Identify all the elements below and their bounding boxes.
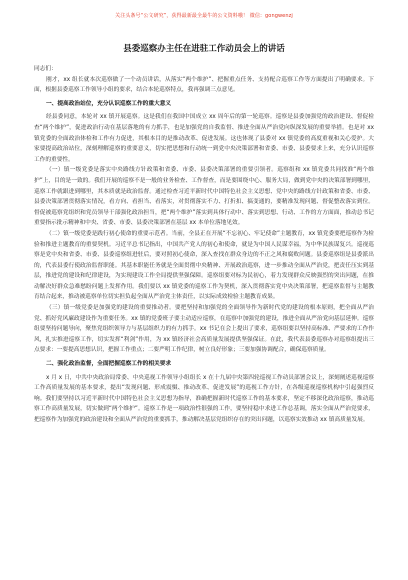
body-paragraph: （二）镇一级党委是践行初心使命的重要示范者。当前，全县正在开展“不忘初心、牢记使命”主题教育，xx 镇党委要把巡察作为检验和推进主题教育的重要契机。习近平总书记指出，中国共产党人的初心和使命，就是为中国人民谋幸福，为中华民族谋复兴。巡视巡察是党中央和省委、市委、县委巡察组进驻后，要对照初心使命，深入查找在群众身边的不正之风和腐败问题。县委巡察组是县委派出的，代表县委行使政治监督职能。其基本职能任务就是全面贯彻中央精神、开展政治巡察，进一步推动全面从严治党，把责任压实到基层，推进党的建设和纪律建设，为实现建设工作全局提供坚强保障。巡察组要对标为民初心，着力发现群众反映强烈的突出问题，在推动解决好群众急难愁盼问题上发挥作用。我们要以 xx 镇党委的巡察工作为契机，深入贯彻落实党中央决策部署，把巡察监督与主题教育结合起来，推动被巡察单位切实担负起全面从严治党主体责任，以实际成效检验主题教育成果。 bbox=[34, 230, 374, 301]
section-heading: 二、强化政治监督，全面把握巡察工作的相关要求 bbox=[46, 361, 172, 368]
document-body bbox=[34, 64, 374, 426]
body-paragraph: 经县委同意，本轮对 xx 镇开展巡察。这是我们在我国中国成立 xx 周年后的第一轮巡察。巡察是县委加强党的政治建设、督促检查“两个维护”，促进政治行动在基层落地的有力抓手，也是加强党的自我监督、推进全面从严治党向纵深发展的重要举措。也是对 xx 镇党委的全面政治体检和工作有力促进，其根本目的是推动改革、促进发展。这也体现了县委对 xx 镇党委的高度重视和关心爱护。大家要提高政治站位，深刻理解巡察的重要意义，切实把思想和行动统一到党中央决策部署和省委、市委、县委要求上来，充分认识巡察工作的重要性。 bbox=[34, 114, 374, 163]
salutation: 同志们： bbox=[34, 66, 57, 72]
body-paragraph: （三）镇一级党委是加强党的建设的重要推动者。要把坚持和加强党的全面领导作为新时代党的建设的根本原则，把全面从严治党、抓好党风廉政建设作为重要任务。xx 镇的党委班子要主动适应巡察，在巡察中加强党的建设，推进全面从严治党向基层延伸。巡察组要坚持问题导向，聚焦党组织领导力与基层组织力的有力抓手。xx 书记在会上提出了要求，巡察组要以坚持高标准、严要求的工作作风，扎实推进巡察工作，切实发挥“利剑”作用，为 xx 镇经济社会高质量发展提供坚强保证。在此，我代表县委巡察办对巡察组提出三点要求：一要提高思想认识，把握工作重点；二要严明工作纪律，树立良好形象；三要加强协调配合，确保巡察质量。 bbox=[34, 305, 374, 354]
promo-banner[interactable]: 关注头条号“公文研究”，获得最新最全最牛的公文资料哦！ 微信：gongwenzj bbox=[115, 13, 293, 19]
document-title: 县委巡察办主任在进驻工作动员会上的讲话 bbox=[123, 44, 285, 54]
body-paragraph: x 月 x 日，中共中央政治局常委、中央巡视工作领导小组组长 x 在十九届中央第四轮巡视工作动员部署会议上，深刻阐述巡视巡察工作高质量发展的基本要求，提出“发现问题、形成震慑、推动改革、促进发展”的巡视工作方针，在各级巡视巡察机构中引起强烈反响。我们要坚持以习近平新时代中国特色社会主义思想为指导，准确把握新时代巡察工作的基本要求，坚定不移深化政治巡察，推动巡察工作高质量发展，切实做到“两个维护”。巡察工作是一项政治性很强的工作，要坚持稳中求进工作总基调，落实全面从严治党要求，把巡察作为加强党的政治建设和全面从严治党的重要抓手，推动解决基层党组织存在的突出问题，以巡察实效推动 xx 镇高质量发展。 bbox=[34, 374, 374, 423]
section-heading: 一、提高政治站位，充分认识巡察工作的重大意义 bbox=[46, 100, 172, 107]
paragraph-list bbox=[34, 75, 374, 426]
body-paragraph: （一）镇一级党委是落实中央路线方针政策和省委、市委、县委决策部署的重要引领者。巡察组和 xx 镇党委共同找准“两个维护”上，目的是一致的。我们开展的巡察不是一般的业务检查、工作督查，而是要围绕中心、服务大局，做到党中央的决策部署到哪里，巡察工作就跟进到哪里，其本质就是政治监督。通过检查习近平新时代中国特色社会主义思想、党中央的路线方针政策和省委、市委、县委决策部署贯彻落实情况，看方向、看担当、看落实，对贯彻落实不力、打折扣、搞变通的，要精准发现问题、督促整改落实到位。督促被巡察党组织和党员领导干部强化政治担当，把“两个维护”落实到具体行动中、落实到思想、行动、工作的方方面面，推动总书记重要指示批示精神和中央、省委、市委、县委决策部署在基层 xx 本单位落地见效。 bbox=[34, 167, 374, 227]
body-paragraph: 刚才，xx 组长就本次巡察做了一个动员讲话，从落实“两个维护”、把握重点任务、支持配合巡察工作等方面提出了明确要求。下面，根据县委巡察工作领导小组的要求，结合本轮巡察特点，我再强调三点意见。 bbox=[34, 76, 374, 94]
